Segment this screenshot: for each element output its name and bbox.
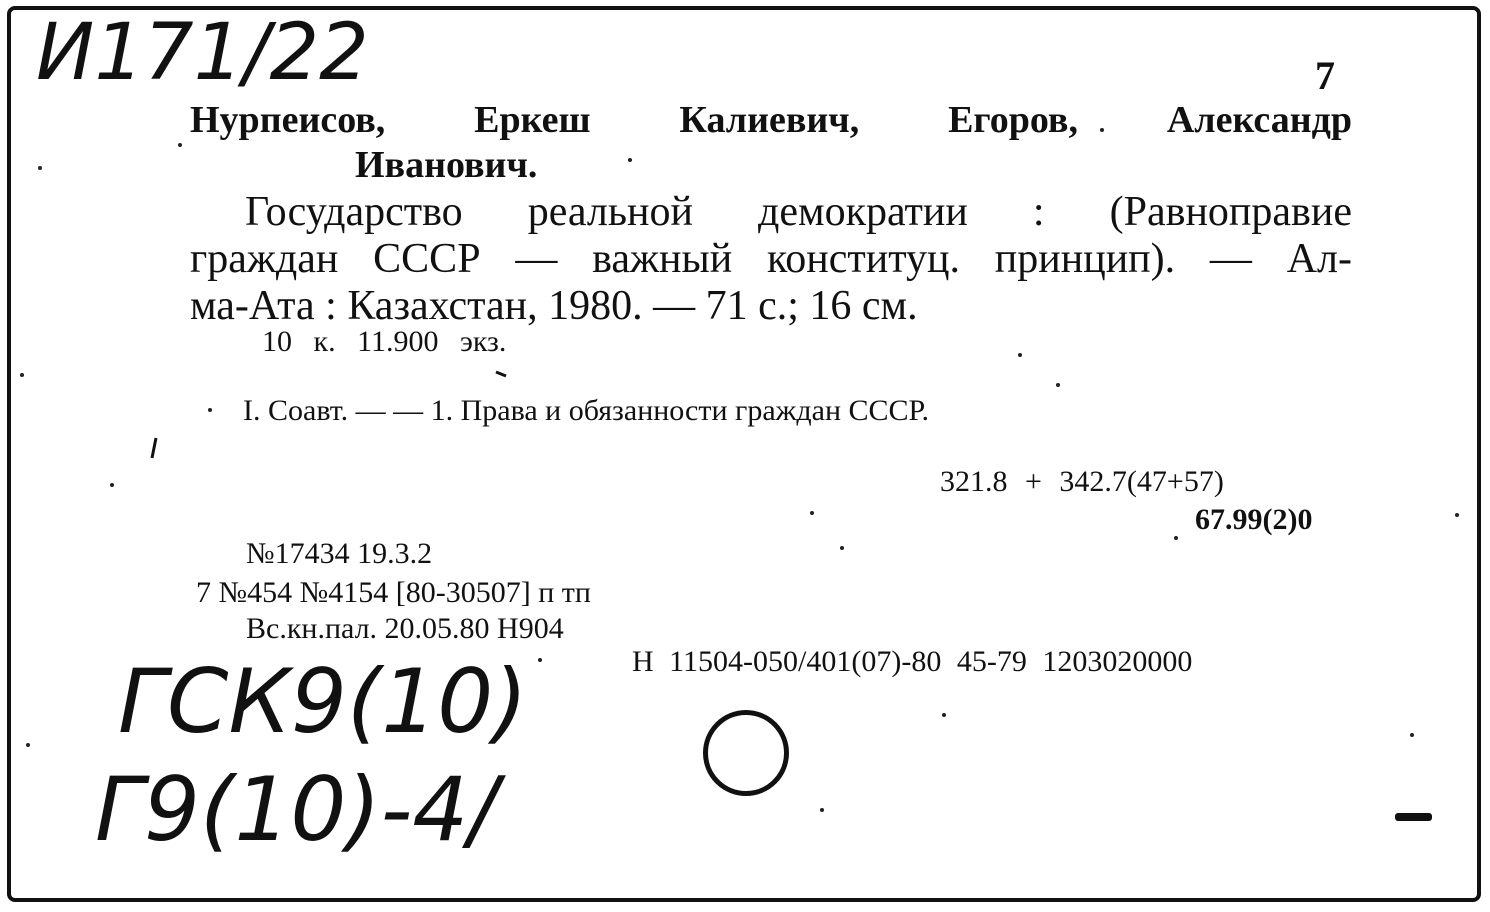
author-heading (190, 98, 1352, 142)
author-word: Нурпеисов, (190, 99, 386, 141)
title-description-line: граждан СССР — важный конституц. принцип). — Ал- (190, 236, 1352, 282)
title-description-line: ма-Ата : Казахстан, 1980. — 71 с.; 16 см. (190, 283, 918, 329)
author-word: Еркеш (474, 99, 591, 141)
title-description-line: Государство реальной демократии : (Равноправие (245, 189, 1352, 235)
author-word: Александр (1166, 99, 1352, 141)
publication-codes: Н 11504-050/401(07)-80 45-79 1203020000 (632, 645, 1193, 678)
author-word: Калиевич, (679, 99, 860, 141)
classification-index: 321.8 + 342.7(47+57) (940, 465, 1224, 498)
chamber-stamp-line: Вс.кн.пал. 20.05.80 Н904 (246, 612, 564, 645)
dash-mark (1395, 813, 1432, 821)
handwritten-inventory-number: И171/22 (36, 8, 369, 98)
price-print-run: 10 к. 11.900 экз. (262, 325, 507, 358)
author-word: Егоров, (948, 99, 1078, 141)
classification-index-secondary: 67.99(2)0 (1195, 503, 1313, 536)
card-number: 7 (1315, 53, 1335, 98)
order-details: 7 №454 №4154 [80-30507] п тп (196, 576, 591, 609)
tracings: I. Соавт. — — 1. Права и обязанности граждан СССР. (243, 394, 929, 427)
order-number: №17434 19.3.2 (246, 537, 433, 570)
handwritten-shelf-mark: ГСК9(10) (118, 650, 528, 753)
circle-mark (703, 710, 789, 796)
handwritten-shelf-mark-secondary: Г9(10)-4/ (95, 758, 499, 861)
author-heading-continued: Иванович. (355, 144, 538, 186)
